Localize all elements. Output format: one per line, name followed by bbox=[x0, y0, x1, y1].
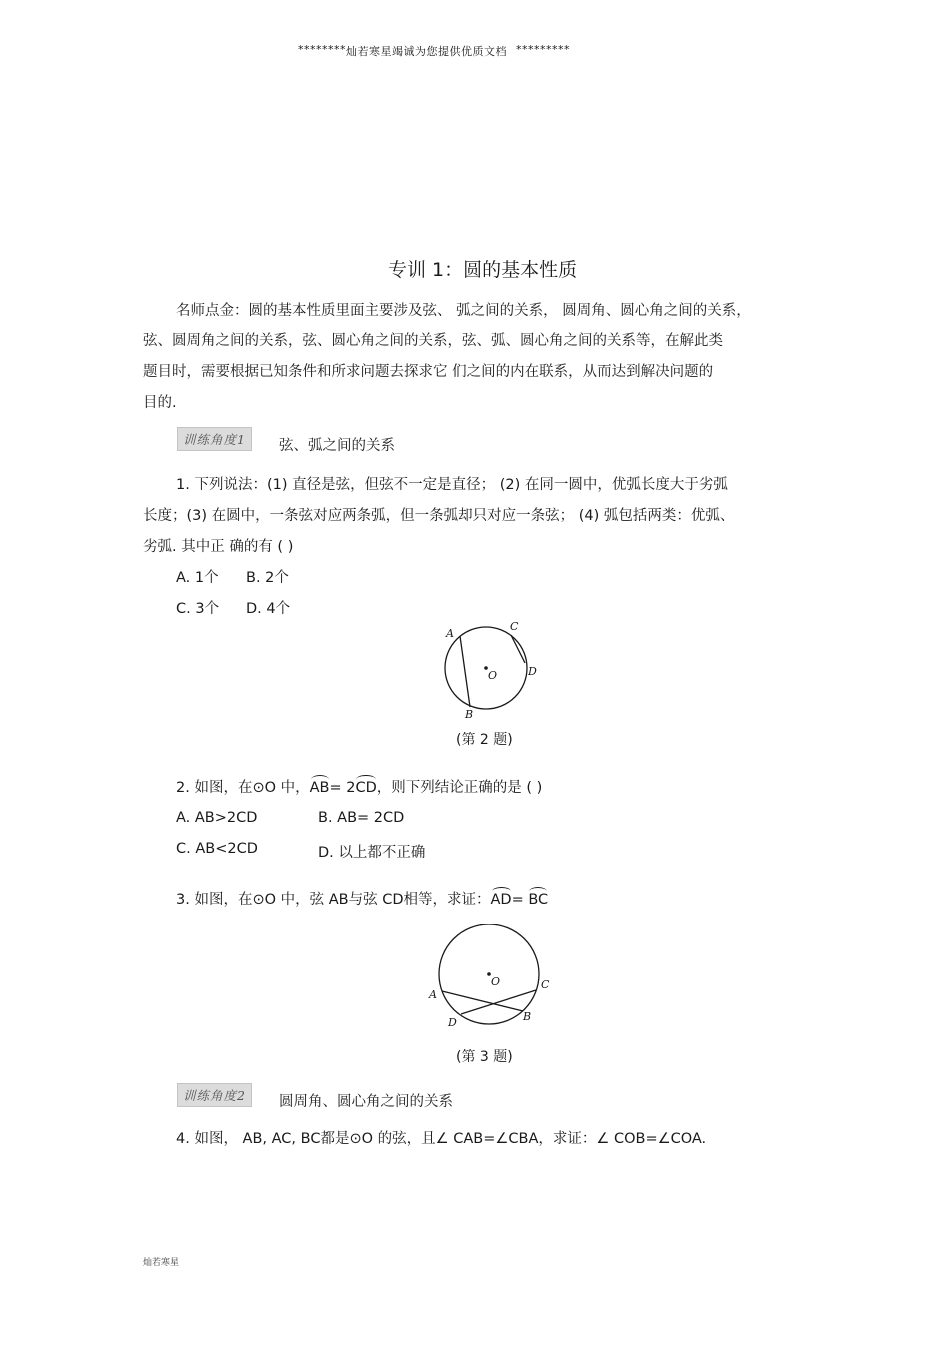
q2-suffix: ，则下列结论正确的是 ( ) bbox=[376, 780, 543, 796]
intro-line-3: 题目时，需要根据已知条件和所求问题去探求它 们之间的内在联系，从而达到解决问题的 bbox=[143, 364, 714, 380]
fig3-label-d: D bbox=[448, 1016, 457, 1029]
figure-2-caption: (第 2 题) bbox=[456, 732, 513, 748]
fig2-label-c: C bbox=[510, 620, 519, 633]
page-title: 专训 1：圆的基本性质 bbox=[388, 259, 578, 281]
fig3-label-c: C bbox=[541, 978, 550, 991]
q1-option-d: D. 4个 bbox=[246, 601, 291, 617]
q3-stem bbox=[176, 888, 548, 909]
footer-text: 灿若寒星 bbox=[143, 1258, 180, 1268]
intro-line-1: 名师点金：圆的基本性质里面主要涉及弦、 弧之间的关系， 圆周角、圆心角之间的关系， bbox=[176, 303, 751, 319]
header-left-stars: ******** bbox=[298, 43, 346, 56]
fig3-label-a: A bbox=[429, 988, 437, 1001]
q2-option-d: D. 以上都不正确 bbox=[318, 845, 426, 861]
section-2-heading: 圆周角、圆心角之间的关系 bbox=[279, 1094, 453, 1110]
figure-3-circle-diagram bbox=[424, 924, 560, 1036]
fig2-chord-ab bbox=[460, 636, 470, 707]
q2-option-a: A. AB>2CD bbox=[176, 810, 258, 826]
section-1-heading: 弦、弧之间的关系 bbox=[279, 438, 395, 454]
section-2-badge-label: 训练角度2 bbox=[177, 1083, 252, 1107]
section-1-badge-label: 训练角度1 bbox=[177, 427, 252, 451]
q1-line-1: 1. 下列说法：(1) 直径是弦，但弦不一定是直径； (2) 在同一圆中，优弧长度大于劣弧 bbox=[176, 477, 728, 493]
q3-arc-ad: AD bbox=[490, 892, 512, 908]
q2-option-b: B. AB= 2CD bbox=[318, 810, 405, 826]
section-2-badge bbox=[177, 1083, 252, 1107]
q2-arc-cd: CD bbox=[355, 780, 377, 796]
fig2-label-d: D bbox=[528, 665, 537, 678]
intro-line-2: 弦、圆周角之间的关系，弦、圆心角之间的关系，弦、弧、圆心角之间的关系等，在解此类 bbox=[143, 333, 723, 349]
figure-2-circle-diagram bbox=[436, 618, 546, 724]
q1-option-c: C. 3个 bbox=[176, 601, 220, 617]
q2-arc-ab: AB bbox=[309, 780, 330, 796]
fig3-chord-ab bbox=[442, 991, 523, 1011]
q1-line-2: 长度；(3) 在圆中，一条弦对应两条弧，但一条弧却只对应一条弦； (4) 弧包括两类：优弧、 bbox=[143, 508, 735, 524]
q1-option-b: B. 2个 bbox=[246, 570, 289, 586]
q2-prefix: 2. 如图，在⊙O 中， bbox=[176, 780, 310, 796]
fig3-label-b: B bbox=[523, 1010, 532, 1023]
q3-arc-bc: BC bbox=[528, 892, 549, 908]
fig3-label-o: O bbox=[491, 975, 501, 988]
q2-option-c: C. AB<2CD bbox=[176, 841, 258, 857]
section-1-badge bbox=[177, 427, 252, 451]
q1-line-3: 劣弧. 其中正 确的有 ( ) bbox=[143, 539, 294, 555]
header-right-stars: ********* bbox=[516, 43, 570, 56]
q1-option-a: A. 1个 bbox=[176, 570, 219, 586]
header-title: 灿若寒星竭诚为您提供优质文档 bbox=[346, 45, 507, 58]
fig2-label-a: A bbox=[446, 627, 454, 640]
intro-line-4: 目的. bbox=[143, 395, 177, 411]
q2-stem bbox=[176, 776, 542, 797]
fig2-label-b: B bbox=[465, 708, 474, 721]
q3-prefix: 3. 如图，在⊙O 中，弦 AB与弦 CD相等，求证： bbox=[176, 892, 491, 908]
figure-3-caption: (第 3 题) bbox=[456, 1049, 513, 1065]
q3-mid: = bbox=[511, 892, 529, 908]
q2-mid: = 2 bbox=[329, 780, 356, 796]
q4-stem: 4. 如图， AB, AC, BC都是⊙O 的弦，且∠ CAB=∠CBA，求证：∠ COB=∠COA. bbox=[176, 1131, 707, 1147]
fig2-label-o: O bbox=[488, 669, 498, 682]
